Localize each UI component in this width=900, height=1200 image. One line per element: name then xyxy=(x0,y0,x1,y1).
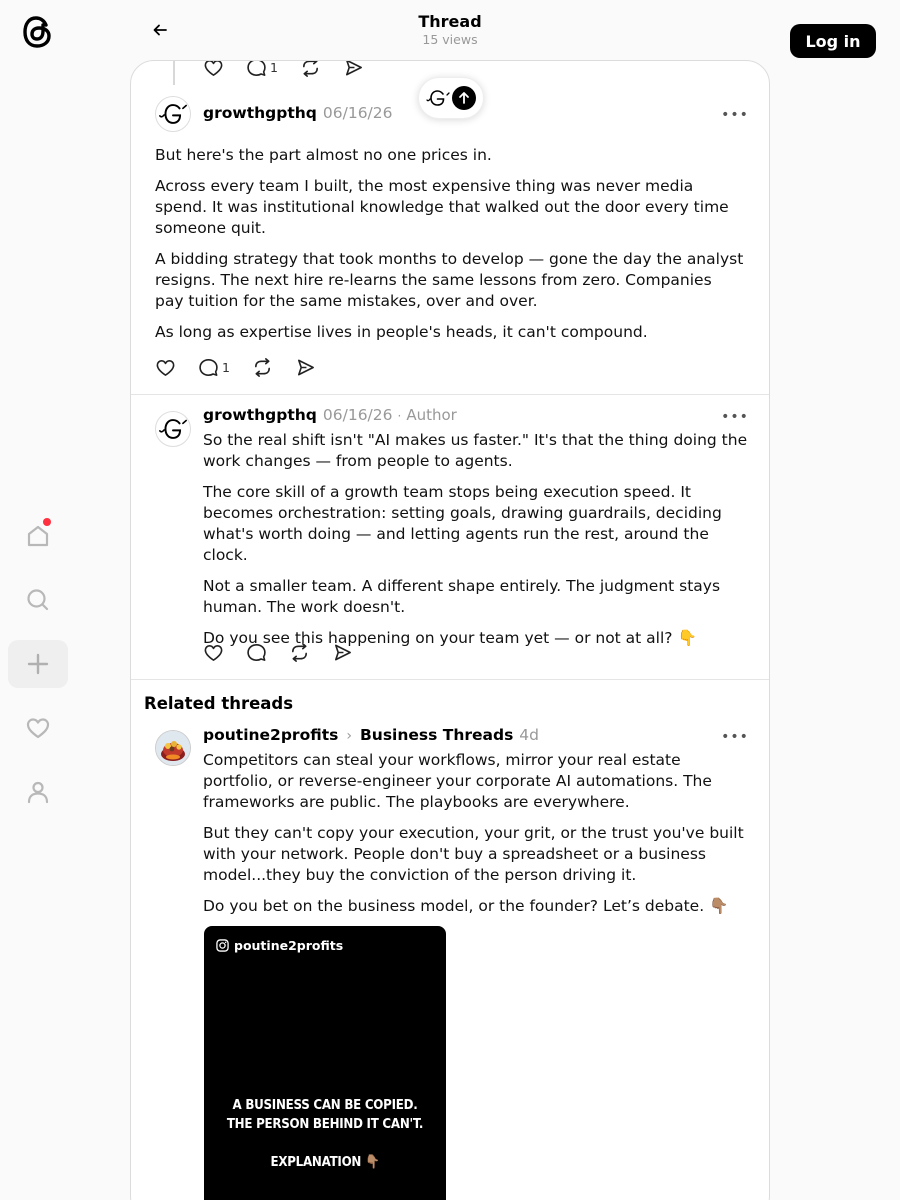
comment-icon xyxy=(198,357,219,378)
post-divider xyxy=(131,394,770,395)
post-paragraph: Do you see this happening on your team yet — or not at all? 👇 xyxy=(203,629,697,647)
profile-icon xyxy=(25,779,51,805)
growthgpt-logo-icon xyxy=(426,88,450,108)
instagram-icon xyxy=(216,939,234,952)
growthgpt-logo-icon xyxy=(157,413,189,445)
post-paragraph: Across every team I built, the most expensive thing was never media spend. It was institutional knowledge that walked out the door every time someone quit. xyxy=(155,177,729,237)
like-button[interactable] xyxy=(155,357,176,378)
threads-logo-icon[interactable] xyxy=(20,13,56,51)
post-header xyxy=(203,406,457,424)
heart-icon xyxy=(155,357,176,378)
like-button[interactable] xyxy=(203,642,224,663)
avatar[interactable] xyxy=(155,730,191,766)
chevron-right-icon: › xyxy=(346,728,352,744)
post-date[interactable]: 06/16/26 xyxy=(322,406,393,424)
post-body xyxy=(203,430,751,659)
post-paragraph: Not a smaller team. A different shape entirely. The judgment stays human. The work doesn't. xyxy=(203,577,721,616)
share-button[interactable] xyxy=(343,60,364,78)
thread-connector-line xyxy=(173,61,175,85)
plus-icon xyxy=(25,651,51,677)
username-link[interactable]: growthgpthq xyxy=(203,104,317,122)
nav-search[interactable] xyxy=(8,576,68,624)
more-dots-icon: ••• xyxy=(721,107,749,123)
send-icon xyxy=(332,642,353,663)
reply-count: 1 xyxy=(270,60,278,75)
share-button[interactable] xyxy=(332,642,353,663)
scroll-to-top-pill[interactable] xyxy=(418,77,484,119)
post-actions xyxy=(155,357,338,378)
more-options-button[interactable] xyxy=(723,407,747,427)
more-dots-icon: ••• xyxy=(721,729,749,745)
post-paragraph: But they can't copy your execution, your grit, or the trust you've built with your network. People don't buy a spreadsheet or a business model...they buy the conviction of the person driving it. xyxy=(203,824,744,884)
post-paragraph: Do you bet on the business model, or the founder? Let’s debate. 👇🏽 xyxy=(203,897,729,915)
repost-icon xyxy=(289,642,310,663)
home-icon xyxy=(25,523,51,549)
post-time[interactable]: 4d xyxy=(519,726,539,744)
more-dots-icon: ••• xyxy=(721,409,749,425)
avatar[interactable] xyxy=(155,411,191,447)
page-title: Thread xyxy=(418,12,482,31)
username-link[interactable]: poutine2profits xyxy=(203,726,339,744)
thread-card xyxy=(130,60,770,1200)
arrow-up-icon xyxy=(452,86,476,110)
comment-icon xyxy=(246,642,267,663)
notification-dot xyxy=(43,518,51,526)
send-icon xyxy=(343,60,364,78)
reply-button[interactable] xyxy=(198,357,230,378)
repost-icon xyxy=(300,60,321,78)
reply-button[interactable] xyxy=(246,642,267,663)
like-button[interactable] xyxy=(203,60,224,78)
post-paragraph: As long as expertise lives in people's heads, it can't compound. xyxy=(155,323,648,341)
separator-dot: · xyxy=(397,409,402,423)
share-button[interactable] xyxy=(295,357,316,378)
growthgpt-logo-icon xyxy=(157,98,189,130)
nav-create[interactable] xyxy=(8,640,68,688)
author-badge: Author xyxy=(406,406,457,424)
media-caption-line: EXPLANATION 👇🏽 xyxy=(270,1154,380,1170)
send-icon xyxy=(295,357,316,378)
heart-icon xyxy=(25,715,51,741)
post-header xyxy=(203,104,393,122)
media-caption-line: A BUSINESS CAN BE COPIED. xyxy=(232,1097,418,1113)
nav-profile[interactable] xyxy=(8,768,68,816)
repost-button[interactable] xyxy=(252,357,273,378)
post-paragraph: The core skill of a growth team stops being execution speed. It becomes orchestration: setting goals, drawing guardrails, deciding what's worth doing — and letting agents run the rest, around the clock. xyxy=(203,483,722,564)
more-options-button[interactable] xyxy=(723,105,747,125)
nav-activity[interactable] xyxy=(8,704,68,752)
repost-button[interactable] xyxy=(289,642,310,663)
post-body xyxy=(203,750,751,927)
repost-button[interactable] xyxy=(300,60,321,78)
heart-icon xyxy=(203,642,224,663)
post-date[interactable]: 06/16/26 xyxy=(322,104,393,122)
nav-home[interactable] xyxy=(8,512,68,560)
username-link[interactable]: growthgpthq xyxy=(203,406,317,424)
avatar[interactable] xyxy=(155,96,191,132)
community-link[interactable]: Business Threads xyxy=(359,726,514,744)
post-paragraph: But here's the part almost no one prices in. xyxy=(155,146,492,164)
post-actions xyxy=(203,642,375,663)
reply-button[interactable] xyxy=(246,60,278,78)
header xyxy=(130,0,770,60)
repost-icon xyxy=(252,357,273,378)
media-caption-line: THE PERSON BEHIND IT CAN'T. xyxy=(226,1116,424,1132)
post-paragraph: So the real shift isn't "AI makes us faster." It's that the thing doing the work changes — from people to agents. xyxy=(203,431,748,470)
more-options-button[interactable] xyxy=(723,727,747,747)
post-header xyxy=(203,726,539,744)
media-watermark xyxy=(216,938,343,953)
search-icon xyxy=(25,587,51,613)
section-divider xyxy=(131,679,770,680)
login-button[interactable]: Log in xyxy=(790,24,876,58)
view-count: 15 views xyxy=(422,32,478,47)
sidebar xyxy=(0,0,76,1200)
heart-icon xyxy=(203,60,224,78)
post-body xyxy=(155,145,745,353)
media-handle-text: poutine2profits xyxy=(234,938,344,953)
post-paragraph: A bidding strategy that took months to develop — gone the day the analyst resigns. The next hire re-learns the same lessons from zero. Companies pay tuition for the same mistakes, over and over. xyxy=(155,250,744,310)
post-media-image[interactable] xyxy=(204,926,446,1200)
related-threads-heading: Related threads xyxy=(144,694,294,713)
previous-post-actions xyxy=(203,60,386,78)
post-paragraph: Competitors can steal your workflows, mirror your real estate portfolio, or reverse-engineer your corporate AI automations. The frameworks are public. The playbooks are everywhere. xyxy=(203,751,712,811)
poutine-avatar-icon xyxy=(155,730,191,766)
comment-icon xyxy=(246,60,267,78)
reply-count: 1 xyxy=(222,360,230,375)
